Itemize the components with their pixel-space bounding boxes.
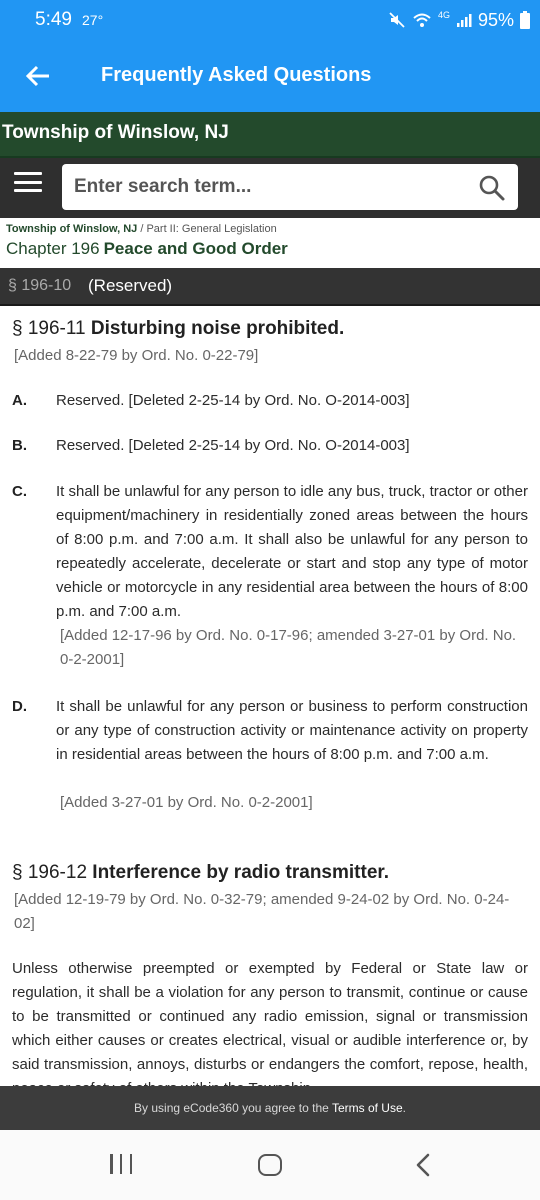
reserved-section-bar[interactable] [0, 268, 540, 306]
hamburger-menu-icon [14, 172, 42, 175]
chapter-heading [6, 239, 288, 259]
item-letter: D. [12, 698, 27, 715]
home-icon[interactable] [258, 1154, 282, 1176]
menu-button[interactable] [14, 170, 42, 194]
system-nav-bar [0, 1130, 540, 1200]
section-title: Disturbing noise prohibited. [90, 318, 345, 339]
status-icons [388, 8, 530, 32]
section-history: [Added 8-22-79 by Ord. No. 0-22-79] [14, 347, 259, 364]
section-number: § 196-12 [12, 862, 88, 883]
item-letter: B. [12, 437, 27, 454]
section-196-12-heading [12, 862, 389, 884]
section-history: [Added 12-19-79 by Ord. No. 0-32-79; amended 9-24-02 by Ord. No. 0-24-02] [14, 891, 510, 932]
township-banner [0, 112, 540, 158]
reserved-section-title: (Reserved) [88, 276, 173, 295]
app-bar [0, 40, 540, 112]
chevron-left-icon[interactable] [412, 1152, 434, 1178]
search-bar [0, 158, 540, 218]
item-letter: C. [12, 483, 27, 500]
wifi-icon [412, 11, 432, 29]
breadcrumb-separator: / [137, 223, 147, 235]
chapter-title: Peace and Good Order [103, 239, 288, 258]
terms-bar [0, 1086, 540, 1130]
item-text: Reserved. [Deleted 2-25-14 by Ord. No. O-2014-003] [56, 392, 410, 409]
search-icon[interactable] [478, 174, 506, 202]
chapter-number: Chapter 196 [6, 239, 100, 258]
item-letter: A. [12, 392, 27, 409]
section-body: Unless otherwise preempted or exempted by Federal or State law or regulation, it shall be a violation for any person to transmit, continue or cause to be transmitted or continued any radio emission, signal or transmission which either causes or creates electrical, visual or audible interference or, by said transmission, annoys, disturbs or endangers the comfort, repose, health, [12, 960, 528, 1073]
status-temperature: 27° [82, 12, 104, 28]
section-number: § 196-11 [12, 318, 86, 339]
item-text: It shall be unlawful for any person to idle any bus, truck, tractor or other equipment/machinery in residentially zoned areas between the hours of 8:00 p.m. and 7:00 a.m. It shall also be unlawful for any person to repeatedly accelerate, decelerate or start and stop any type of motor vehicle or motorcycle in any residential area between the hours of 8:00 p.m. and 7:00 a.m. [56, 483, 528, 620]
section-title: Interference by radio transmitter. [92, 862, 390, 883]
breadcrumb-part[interactable]: Part II: General Legislation [146, 223, 277, 235]
network-type: 4G [437, 10, 450, 20]
breadcrumb-township-link[interactable]: Township of Winslow, NJ [6, 223, 138, 235]
back-button[interactable] [20, 60, 56, 92]
item-history: [Added 3-27-01 by Ord. No. 0-2-2001] [60, 794, 313, 811]
township-title[interactable]: Township of Winslow, NJ [2, 122, 229, 143]
battery-level: 95% [477, 9, 514, 30]
code-content [0, 306, 540, 1086]
reserved-section-number: § 196-10 [8, 277, 72, 294]
item-text: Reserved. [Deleted 2-25-14 by Ord. No. O-2014-003] [56, 437, 410, 454]
mute-icon [388, 11, 406, 29]
signal-icon [456, 12, 472, 28]
item-text: It shall be unlawful for any person or business to perform construction or any type of construction activity or maintenance activity on property in residential areas between the hours of 8:00 p.m. and 7:00 a.m. [56, 698, 528, 763]
section-196-11-heading [12, 318, 344, 340]
arrow-left-icon [25, 65, 51, 87]
breadcrumb [6, 223, 277, 235]
status-bar [0, 0, 540, 40]
terms-suffix: . [402, 1101, 406, 1115]
terms-of-use-link[interactable]: Terms of Use [331, 1101, 403, 1115]
search-input[interactable] [62, 164, 518, 210]
battery-icon [520, 11, 530, 29]
app-title: Frequently Asked Questions [101, 64, 372, 86]
item-history: [Added 12-17-96 by Ord. No. 0-17-96; amended 3-27-01 by Ord. No. 0-2-2001] [60, 627, 517, 668]
recents-icon[interactable] [110, 1154, 132, 1176]
terms-text: By using eCode360 you agree to the [134, 1101, 332, 1115]
status-time: 5:49 [35, 9, 72, 30]
